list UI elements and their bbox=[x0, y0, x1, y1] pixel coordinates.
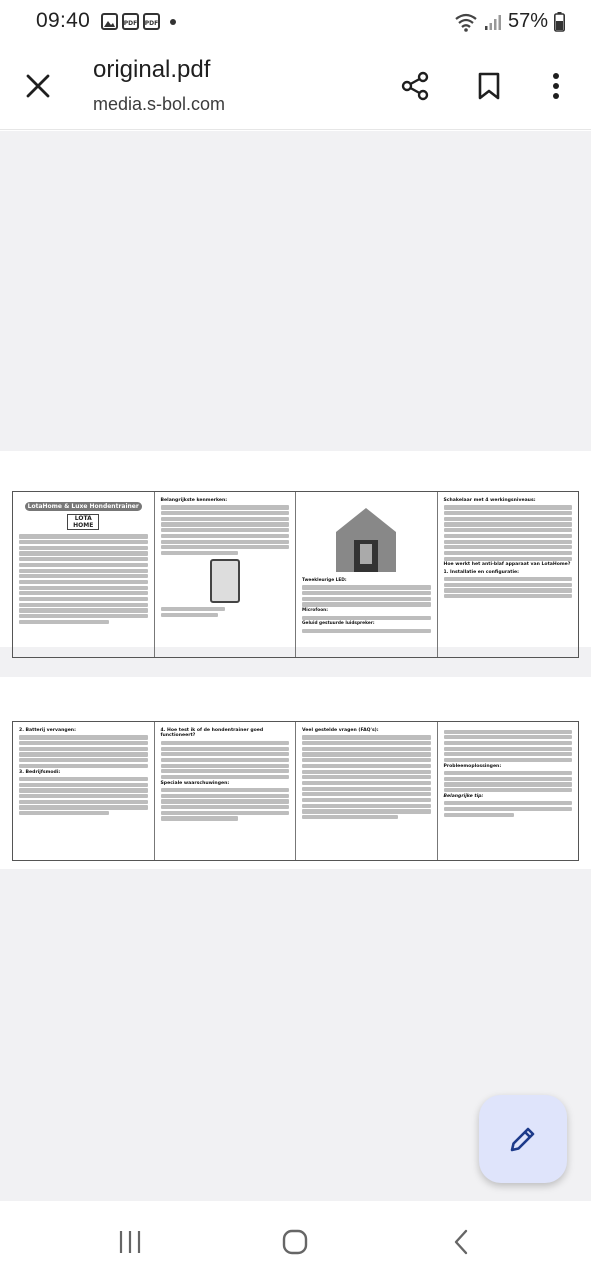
product-banner: LotaHome & Luxe Hondentrainer bbox=[25, 502, 142, 511]
page1-panel-3 bbox=[296, 492, 438, 657]
warnings-heading: Speciale waarschuwingen: bbox=[160, 780, 230, 786]
battery-heading: 2. Batterij vervangen: bbox=[19, 728, 76, 733]
wifi-icon bbox=[454, 12, 478, 32]
pdf-icon: PDF bbox=[122, 13, 139, 30]
test-heading: 4. Hoe test ik of de hondentrainer goed functioneert? bbox=[160, 728, 264, 739]
page1-panel-1 bbox=[13, 492, 155, 657]
page2-panel-1 bbox=[13, 722, 155, 860]
page1-panel-4 bbox=[438, 492, 579, 657]
switch-heading: Schakelaar met 4 werkingsniveaus: bbox=[443, 498, 536, 503]
bookmark-icon bbox=[477, 72, 501, 100]
status-bar bbox=[0, 0, 591, 44]
app-bar bbox=[0, 44, 591, 130]
pdf-sheet bbox=[12, 721, 579, 861]
home-icon bbox=[281, 1228, 309, 1256]
image-icon bbox=[101, 13, 118, 30]
pdf-sheet bbox=[12, 491, 579, 658]
bookmark-button[interactable] bbox=[469, 66, 509, 106]
battery-icon bbox=[554, 12, 565, 32]
pdf-icon: PDF bbox=[143, 13, 160, 30]
battery-percent: 57% bbox=[507, 10, 548, 32]
close-icon bbox=[25, 73, 51, 99]
recents-icon bbox=[117, 1229, 143, 1255]
modes-heading: 3. Bedrijfsmodi: bbox=[19, 769, 61, 775]
document-viewport[interactable] bbox=[0, 131, 591, 1201]
microphone-label: Microfoon: bbox=[302, 608, 328, 614]
faq-heading: Veel gestelde vragen (FAQ's): bbox=[302, 728, 379, 733]
speaker-label: Geluid gestuurde luidspreker: bbox=[302, 621, 375, 627]
more-notifications-dot bbox=[170, 19, 176, 25]
document-source: media.s-bol.com bbox=[93, 94, 226, 114]
how-it-works-heading: Hoe werkt het anti-blaf apparaat van LotaHome? bbox=[443, 562, 571, 568]
signal-icon bbox=[484, 13, 502, 31]
pdf-page-1[interactable] bbox=[0, 451, 591, 647]
page1-panel-2 bbox=[155, 492, 297, 657]
pencil-icon bbox=[507, 1123, 539, 1155]
led-label: Tweekleurige LED: bbox=[302, 578, 347, 583]
page2-panel-2 bbox=[155, 722, 297, 860]
status-time: 09:40 bbox=[36, 9, 91, 32]
page2-panel-4 bbox=[438, 722, 579, 860]
share-icon bbox=[400, 71, 430, 101]
more-vert-icon bbox=[552, 72, 560, 100]
recents-button[interactable] bbox=[107, 1223, 153, 1261]
device-illustration bbox=[210, 559, 240, 603]
pdf-page-2[interactable] bbox=[0, 677, 591, 869]
back-button[interactable] bbox=[438, 1223, 484, 1261]
page2-panel-3 bbox=[296, 722, 438, 860]
close-button[interactable] bbox=[18, 66, 58, 106]
house-illustration bbox=[326, 504, 406, 574]
share-button[interactable] bbox=[395, 66, 435, 106]
document-title: original.pdf bbox=[93, 56, 211, 83]
status-right bbox=[454, 10, 565, 33]
back-icon bbox=[451, 1228, 471, 1256]
more-options-button[interactable] bbox=[536, 66, 576, 106]
edit-fab-button[interactable] bbox=[479, 1095, 567, 1183]
tip-heading: Belangrijke tip: bbox=[443, 793, 484, 799]
notification-icons bbox=[101, 13, 176, 30]
system-nav-bar bbox=[0, 1201, 591, 1280]
brand-logo: LOTA HOME bbox=[67, 514, 99, 530]
installation-heading: 1. Installatie en configuratie: bbox=[443, 569, 519, 575]
features-heading: Belangrijkste kenmerken: bbox=[160, 498, 228, 503]
home-button[interactable] bbox=[272, 1223, 318, 1261]
troubleshooting-heading: Probleemoplossingen: bbox=[443, 763, 502, 769]
